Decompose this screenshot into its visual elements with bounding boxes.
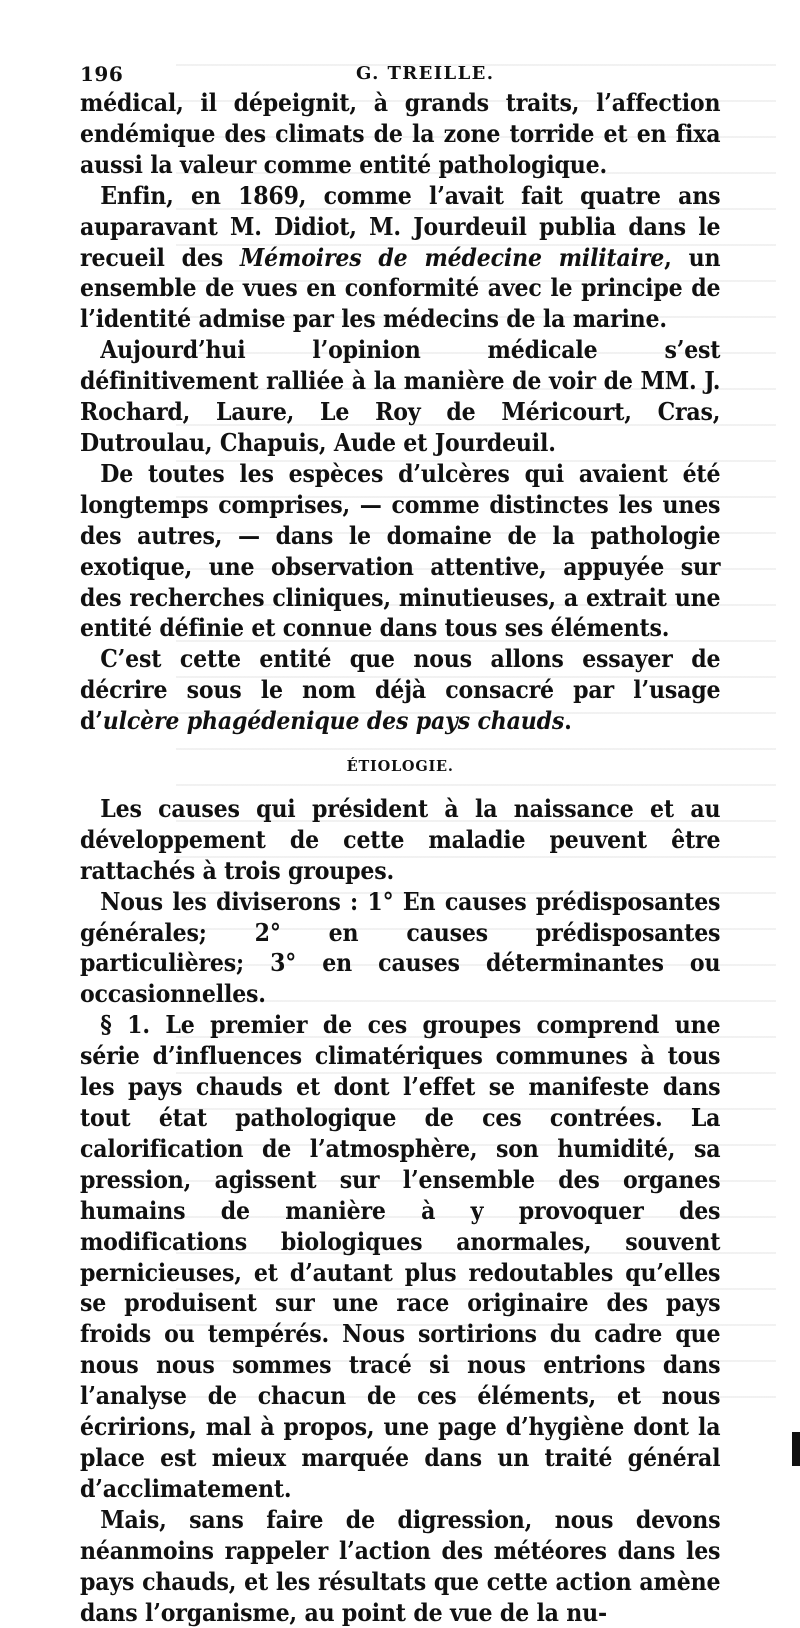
paragraph-1: médical, il dépeignit, à grands traits, l’affection endémique des climats de la zone torride et en fixa aussi la valeur comme entité pathologique. bbox=[80, 88, 721, 179]
paragraph-3: Aujourd’hui l’opinion médicale s’est définitivement ralliée à la manière de voir de MM. J. Rochard, Laure, Le Roy de Méricourt, Cras, Dutroulau, Chapuis, Aude et Jourdeuil. bbox=[80, 335, 721, 457]
page-number: 196 bbox=[80, 62, 124, 86]
etiology-paragraph-3: § 1. Le premier de ces groupes comprend une série d’influences climatériques communes à tous les pays chauds et dont l’effet se manifeste dans tout état pathologique de ces contrées. La calorification de l’atmosphère, son humidité, sa pression, agissent sur l’ensemble des organes humains de manière à y provoquer des modifications biologiques anormales, souvent pernicieuses, et d’autant plus redoutables qu’elles se produisent sur une race originaire des pays froids ou tempérés. Nous sortirions du cadre que nous nous sommes tracé si nous entrions dans l’analyse de chacun de ces éléments, et nous écririons, mal à propos, une page d’hygiène dont la place est mieux marquée dans un traité général d’acclimatement. bbox=[80, 1010, 721, 1503]
paragraph-5-lead: C’est cette entité que nous allons essayer de décrire sous le nom déjà consacré par l’usage d’ bbox=[80, 644, 721, 736]
section-title: ÉTIOLOGIE. bbox=[346, 757, 454, 776]
etiology-paragraph-2: Nous les diviserons : 1° En causes prédisposantes générales; 2° en causes prédisposantes particulières; 3° en causes déterminantes ou occasionnelles. bbox=[80, 886, 721, 1009]
scan-edge-mark bbox=[792, 1432, 800, 1466]
paragraph-2-tail: , un ensemble de vues en conformité avec le principe de l’identité admise par les médecins de la marine. bbox=[80, 242, 721, 334]
memoires-title: Mémoires de médecine militaire bbox=[239, 242, 665, 272]
running-head: G. TREILLE. bbox=[356, 63, 495, 84]
paragraph-2-lead: Enfin, en 1869, comme l’avait fait quatre ans auparavant M. Didiot, M. Jourdeuil publia dans le recueil des bbox=[80, 180, 721, 272]
paragraph-4: De toutes les espèces d’ulcères qui avaient été longtemps comprises, — comme distinctes les unes des autres, — dans le domaine de la pathologie exotique, une observation attentive, appuyée sur des recherches cliniques, minutieuses, a extrait une entité définie et connue dans tous ses éléments. bbox=[80, 458, 721, 643]
paragraph-2 bbox=[80, 181, 720, 336]
etiology-paragraph-4: Mais, sans faire de digression, nous devons néanmoins rappeler l’action des météores dans les pays chauds, et les résultats que cette action amène dans l’organisme, au point de vue de la nu- bbox=[80, 1504, 721, 1627]
page-header bbox=[80, 62, 776, 88]
etiology-paragraph-1: Les causes qui président à la naissance et au développement de cette maladie peuvent être rattachés à trois groupes. bbox=[80, 793, 721, 885]
main-text bbox=[80, 88, 720, 1628]
disease-name: ulcère phagédenique des pays chauds bbox=[102, 706, 565, 736]
paragraph-5-tail: . bbox=[564, 706, 572, 736]
paragraph-5 bbox=[80, 644, 720, 737]
